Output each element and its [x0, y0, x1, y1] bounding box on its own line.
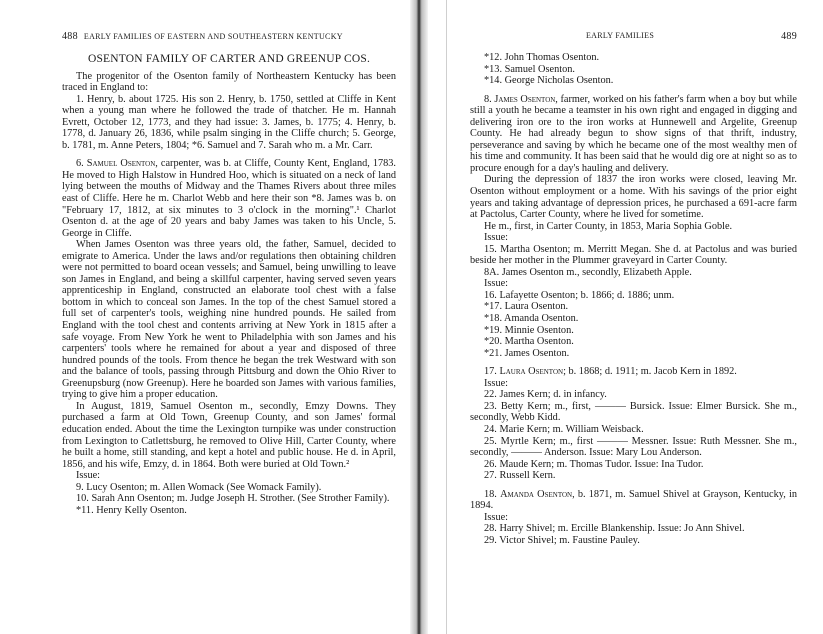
paragraph: 23. Betty Kern; m., first, ——— Bursick. Issue: Elmer Bursick. She m., secondly, Webb Kidd. [470, 400, 797, 424]
paragraph: During the depression of 1837 the iron works were closed, leaving Mr. Osenton without employment or a home. With his savings of the prior eight years and taking advantage of depression prices, he purchased a 691-acre farm at Pactolus, Carter County, where he lived for sometime. [470, 174, 797, 221]
paragraph-text: b. 1871, m. Samuel Shivel at Grayson, Kentucky, in 1894. [470, 488, 797, 512]
paragraph: 28. Harry Shivel; m. Ercille Blankenship. Issue: Jo Ann Shivel. [484, 523, 745, 535]
entry-number: 17. [484, 366, 500, 378]
paragraph [470, 366, 797, 378]
left-page [0, 0, 410, 634]
right-running-head-text: EARLY FAMILIES [586, 31, 655, 40]
paragraph: *12. John Thomas Osenton. [484, 52, 600, 63]
right-page-number: 489 [781, 31, 797, 42]
right-page-body [470, 52, 797, 546]
paragraph: 22. James Kern; d. in infancy. [484, 389, 607, 401]
right-page [428, 0, 823, 634]
page-edge-line [446, 0, 447, 634]
paragraph: In August, 1819, Samuel Osenton m., secondly, Emzy Downs. They purchased a farm at Old Town, Greenup County, and son James' formal education ended. About the time the Lexington turnpike was under construction from Lexington to Catlettsburg, he removed to Olive Hill, Carter County, where he built a home, still standing, and kept a hotel and public house. He d. in April, 1856, and his wife, Emzy, d. in 1864. Both were buried at Old Town.² [62, 400, 396, 470]
paragraph: 29. Victor Shivel; m. Faustine Pauley. [484, 534, 640, 546]
left-page-number: 488 [62, 31, 78, 42]
entry-number: 18. [484, 488, 501, 500]
paragraph [62, 158, 396, 239]
paragraph-text: ; b. 1868; d. 1911; m. Jacob Kern in 1892. [563, 366, 737, 378]
section-title: OSENTON FAMILY OF CARTER AND GREENUP COS. [87, 53, 371, 65]
paragraph-text: carpenter, was b. at Cliffe, County Kent, England, 1783. He moved to High Halstow in Hundred Hoo, which is situated on a neck of land lying between the mouths of Midway and the Thames Rivers about three miles east of Cliffe. Here he m. Charlot Webb and here their son *8. James was b. on "February 17, 1812, at six minutes to 3 o'clock in the morning".¹ Charlot Osenton d. at the age of 20 years and baby James was taken to his Uncle, 5. George in Cliffe. [62, 158, 397, 239]
paragraph: Issue: [484, 511, 509, 523]
paragraph [470, 94, 797, 175]
entry-number: 6. [76, 158, 87, 170]
left-running-head-text: EARLY FAMILIES OF EASTERN AND SOUTHEASTERN KENTUCKY [83, 32, 343, 41]
paragraph: When James Osenton was three years old, the father, Samuel, decided to emigrate to America. Under the laws and/or regulations then obtaining children were not permitted to board ocean vessels; and Samuel, being unwilling to leave son James in England, and being a skillful carpenter, having served seven years apprenticeship in England, constructed an elaborate tool chest with a false bottom in which to conceal son James. In the top of the chest Samuel stored a full set of carpenter's tools, weighing nine hundred pounds. He sailed from England with the tool chest and contents arriving at New York in 1815 after a safe voyage. From New York he went to Philadelphia with son James and his carpenters' tools where he remained for about a year and disposed of three hundred pounds of the tools. From thence he began the trek Westward with son and the balance of tools, passing through Pittsburg and down the Ohio River to Greenupsburg (now Greenup). Here he boarded son James with various families, trying to give him a proper education. [62, 239, 396, 401]
paragraph: *20. Martha Osenton. [484, 336, 574, 348]
paragraph: *17. Laura Osenton. [484, 301, 569, 313]
book-gutter [410, 0, 428, 634]
paragraph: He m., first, in Carter County, in 1853, Maria Sophia Goble. [484, 220, 733, 232]
paragraph: 26. Maude Kern; m. Thomas Tudor. Issue: Ina Tudor. [484, 458, 704, 470]
person-name-small-caps: Samuel Osenton, [86, 158, 158, 170]
paragraph: *14. George Nicholas Osenton. [484, 75, 614, 87]
right-running-head [586, 31, 797, 40]
left-running-head [62, 31, 343, 42]
person-name-small-caps: Laura Osenton [499, 366, 564, 378]
paragraph: 15. Martha Osenton; m. Merritt Megan. She d. at Pactolus and was buried beside her mother in the Plummer graveyard in Carter County. [470, 243, 797, 267]
paragraph: Issue: [484, 278, 509, 290]
paragraph: *21. James Osenton. [484, 347, 570, 359]
paragraph: The progenitor of the Osenton family of Northeastern Kentucky has been traced in England to: [62, 70, 396, 94]
left-page-body [62, 54, 396, 516]
paragraph: *19. Minnie Osenton. [484, 324, 574, 336]
person-name-small-caps: James Osenton, [494, 93, 558, 105]
person-name-small-caps: Amanda Osenton, [500, 488, 575, 500]
paragraph: 27. Russell Kern. [484, 470, 556, 482]
paragraph: 24. Marie Kern; m. William Weisback. [484, 423, 644, 435]
paragraph: 9. Lucy Osenton; m. Allen Womack (See Womack Family). [76, 481, 322, 493]
paragraph: Issue: [484, 377, 509, 389]
paragraph: *18. Amanda Osenton. [484, 313, 579, 325]
paragraph: 16. Lafayette Osenton; b. 1866; d. 1886; unm. [484, 289, 675, 301]
entry-number: 8. [484, 93, 495, 105]
paragraph: Issue: [484, 232, 509, 244]
paragraph-text: farmer, worked on his father's farm when a boy but while still a youth he became a teamster in his own right and engaged in digging and delivering iron ore to the iron works at Hunnewell and Argelite, Greenup County. He had already begun to show signs of that thrift, industry, perseverance and saving by which he became one of the most wealthy men of his time and community. It has been said that he would dig ore at night so as to procure enough for a day's hauling and delivery. [470, 93, 797, 174]
paragraph: *13. Samuel Osenton. [484, 63, 575, 75]
paragraph: 10. Sarah Ann Osenton; m. Judge Joseph H. Strother. (See Strother Family). [76, 493, 390, 505]
paragraph: Issue: [76, 470, 101, 482]
paragraph: 25. Myrtle Kern; m., first ——— Messner. Issue: Ruth Messner. She m., secondly, ——— Anderson. Issue: Mary Lou Anderson. [470, 435, 797, 459]
paragraph: 1. Henry, b. about 1725. His son 2. Henry, b. 1750, settled at Cliffe in Kent when a young man where he followed the trade of thatcher. He m. Hannah Evrett, October 12, 1773, and they had issue: 3. James, b. 1775; 4. Henry, b. 1778, d. January 26, 1836, while psalm singing in the Cliffe church; 5. George, b. 1781, m. Anne Peters, 1804; *6. Samuel and 7. Sarah who m. a Mr. Carr. [62, 93, 396, 151]
paragraph: *11. Henry Kelly Osenton. [76, 504, 187, 516]
paragraph: 8A. James Osenton m., secondly, Elizabeth Apple. [484, 266, 692, 278]
paragraph [470, 489, 797, 512]
